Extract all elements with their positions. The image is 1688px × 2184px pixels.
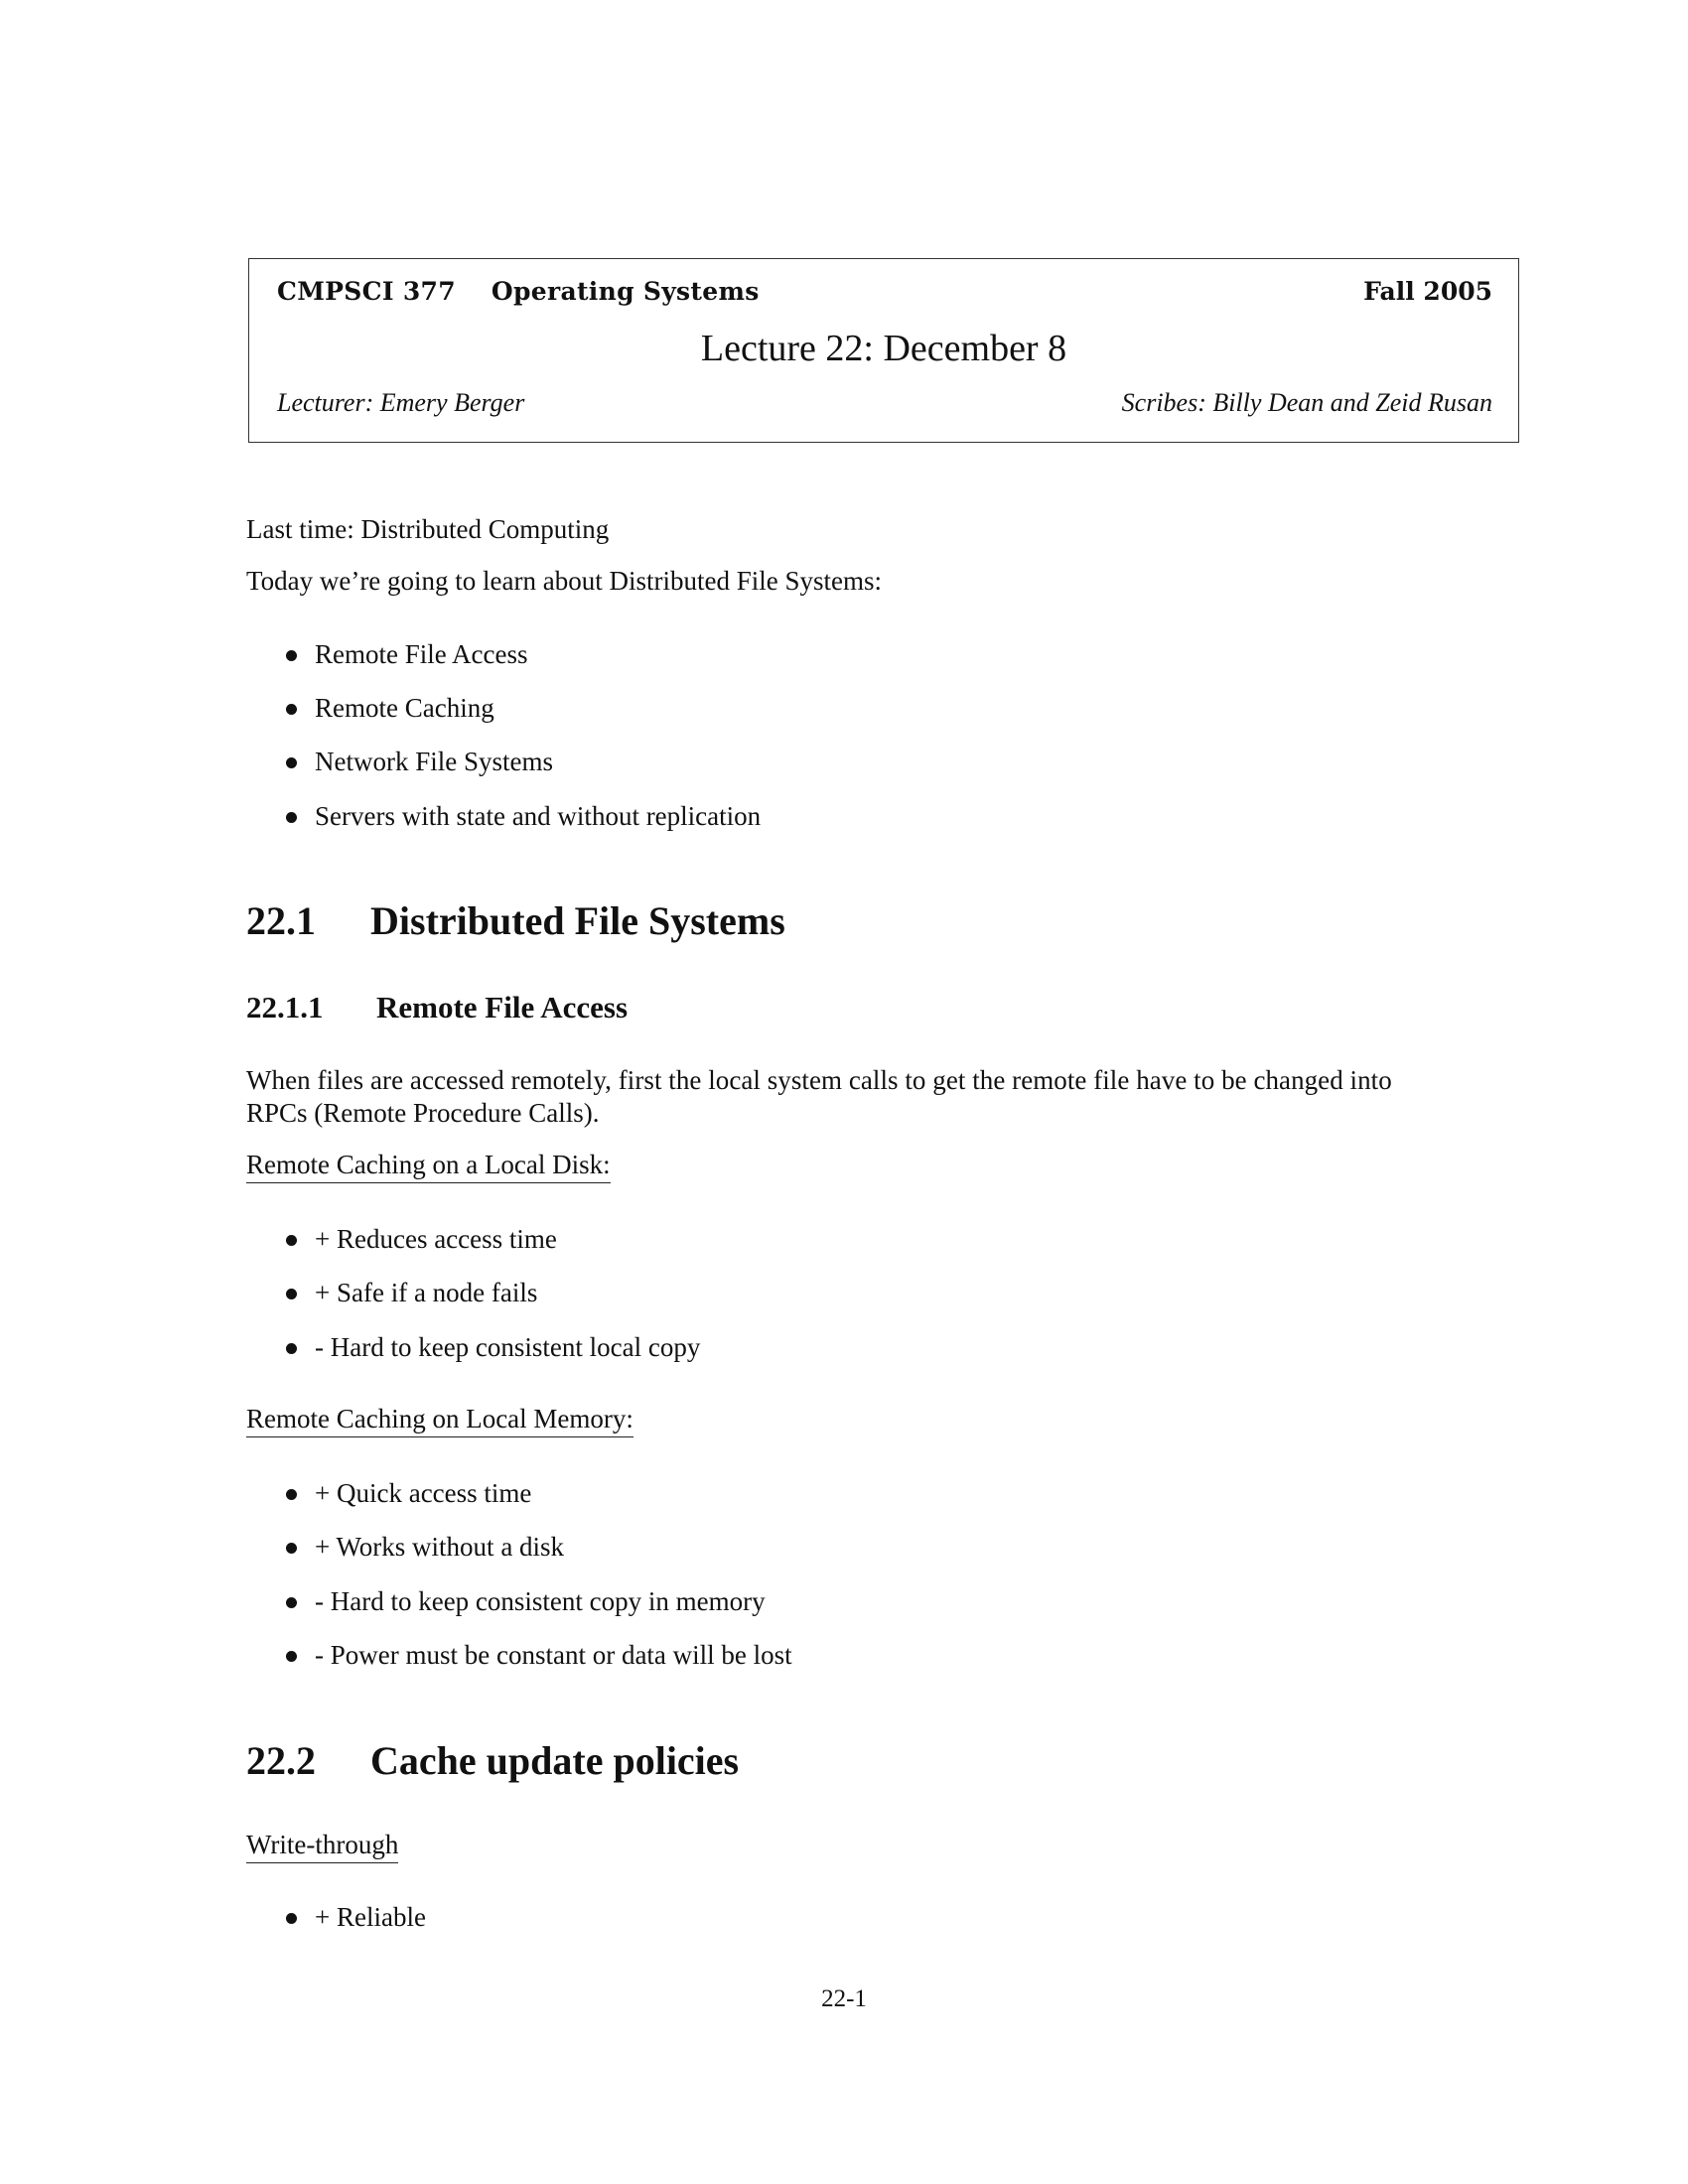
term: Fall 2005: [1363, 277, 1492, 306]
list-item: [286, 1224, 557, 1255]
list-item: [286, 1478, 531, 1509]
bullet-icon: [286, 1913, 297, 1924]
paragraph-line-2: RPCs (Remote Procedure Calls).: [246, 1098, 600, 1128]
section-title: Cache update policies: [370, 1738, 740, 1783]
subsection-number: 22.1.1: [246, 990, 324, 1024]
list-item-text: - Hard to keep consistent copy in memory: [315, 1586, 766, 1616]
list-item: [286, 1332, 700, 1363]
list-item-text: - Hard to keep consistent local copy: [315, 1332, 701, 1362]
course-name: CMPSCI 377 Operating Systems: [277, 277, 760, 306]
section-heading-22-2: [246, 1737, 739, 1784]
list-item-text: Network File Systems: [315, 747, 553, 776]
scribes: Scribes: Billy Dean and Zeid Rusan: [1121, 388, 1492, 417]
lecture-header-box: [248, 258, 1519, 443]
list-item-text: Remote File Access: [315, 639, 528, 669]
bullet-icon: [286, 1597, 297, 1608]
page-number: 22-1: [821, 1985, 867, 2012]
bullet-icon: [286, 1543, 297, 1554]
bullet-icon: [286, 1289, 297, 1299]
list-item-text: - Power must be constant or data will be lost: [315, 1640, 792, 1670]
subsection-heading-22-1-1: [246, 990, 628, 1025]
section-number: 22.1: [246, 898, 316, 943]
list-item: [286, 801, 761, 832]
bullet-icon: [286, 1235, 297, 1246]
list-item: [286, 1278, 537, 1308]
list-item: [286, 1640, 792, 1671]
write-through-label: Write-through: [246, 1830, 398, 1863]
bullet-icon: [286, 1343, 297, 1354]
list-item: [286, 1532, 564, 1563]
section-heading-22-1: [246, 897, 785, 944]
list-item-text: + Reliable: [315, 1902, 426, 1932]
list-item: [286, 639, 527, 670]
list-item: [286, 693, 494, 724]
local-disk-label: Remote Caching on a Local Disk:: [246, 1150, 611, 1183]
list-item: [286, 1586, 766, 1617]
list-item-text: Remote Caching: [315, 693, 494, 723]
section-number: 22.2: [246, 1738, 316, 1783]
list-item-text: Servers with state and without replication: [315, 801, 762, 831]
bullet-icon: [286, 812, 297, 823]
bullet-icon: [286, 704, 297, 715]
list-item-text: + Safe if a node fails: [315, 1278, 538, 1307]
section-title: Distributed File Systems: [370, 898, 785, 943]
bullet-icon: [286, 650, 297, 661]
local-memory-label: Remote Caching on Local Memory:: [246, 1404, 633, 1437]
list-item: [286, 1902, 426, 1933]
lecturer: Lecturer: Emery Berger: [277, 388, 525, 417]
lecture-title: Lecture 22: December 8: [700, 328, 1067, 369]
bullet-icon: [286, 1651, 297, 1662]
paragraph-line-1: When files are accessed remotely, first the local system calls to get the remote file have to be changed into: [246, 1065, 1392, 1095]
bullet-icon: [286, 1489, 297, 1500]
subsection-title: Remote File Access: [376, 990, 629, 1024]
list-item-text: + Reduces access time: [315, 1224, 557, 1254]
last-time-text: Last time: Distributed Computing: [246, 514, 610, 544]
list-item: [286, 747, 553, 777]
bullet-icon: [286, 757, 297, 768]
list-item-text: + Quick access time: [315, 1478, 532, 1508]
today-intro-text: Today we’re going to learn about Distributed File Systems:: [246, 566, 882, 596]
list-item-text: + Works without a disk: [315, 1532, 565, 1562]
